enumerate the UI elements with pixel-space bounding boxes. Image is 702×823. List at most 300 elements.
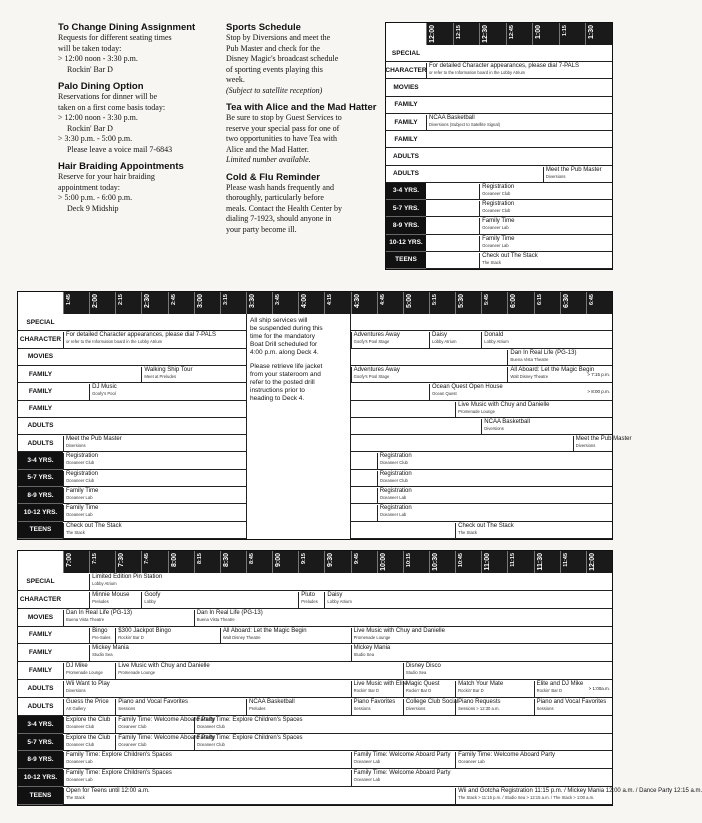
event-title: Explore the Club — [66, 716, 111, 723]
note-block — [226, 172, 381, 236]
time-tick — [481, 551, 507, 573]
time-label: 12:15 — [455, 25, 462, 40]
row-label: TEENS — [18, 522, 63, 539]
time-label: 7:30 — [118, 553, 126, 568]
note-title: Tea with Alice and the Mad Hatter — [226, 102, 377, 113]
time-tick — [194, 551, 220, 573]
event-title: Wii and Gotcha Registration 11:15 p.m. / Mickey Mania 12:00 a.m. / Dance Party 12:15 a.m. — [458, 788, 702, 795]
schedule-event — [63, 488, 220, 503]
event-title: Pluto — [301, 591, 315, 598]
schedule-event — [351, 681, 408, 697]
row-label: 3-4 YRS. — [386, 183, 426, 200]
event-title: Check out The Stack — [482, 252, 538, 259]
note-line: Stop by Diversions and meet the — [226, 33, 331, 42]
event-title: Magic Quest — [405, 681, 440, 688]
event-venue: Rockin' Bar D — [536, 688, 563, 694]
event-venue: Sessions — [353, 705, 371, 711]
schedule-event — [63, 505, 220, 520]
row-label: 5-7 YRS. — [18, 470, 63, 487]
schedule-event — [220, 628, 351, 644]
note-line: appointment today: — [58, 182, 120, 192]
event-venue: Lobby Atrium — [432, 339, 457, 345]
event-title: Bingo — [92, 627, 108, 634]
time-tick — [220, 292, 246, 314]
event-title: Check out The Stack — [458, 522, 514, 529]
time-label: 5:45 — [484, 294, 491, 306]
time-tick — [377, 551, 403, 573]
row-label: 10-12 YRS. — [18, 769, 63, 787]
event-title: Goofy — [144, 591, 161, 598]
time-label: 7:15 — [92, 553, 99, 565]
event-venue: Diversions — [545, 173, 566, 179]
row-label: 3-4 YRS. — [18, 716, 63, 734]
event-title: Registration — [379, 470, 412, 477]
event-title: Registration — [482, 183, 515, 190]
event-venue: Goofy's Pool — [92, 391, 116, 397]
time-tick — [585, 23, 612, 45]
boat-drill-notice — [246, 314, 351, 539]
schedule-event — [479, 218, 532, 233]
notice-line: 4:00 p.m. along Deck 4. — [250, 349, 319, 356]
notice-line: from your stateroom and — [250, 371, 321, 378]
time-label: 6:30 — [562, 294, 570, 309]
event-venue: Oceaneer Club — [66, 477, 95, 483]
schedule-event — [63, 699, 115, 715]
note-line: will be taken today: — [58, 43, 122, 53]
row-label: FAMILY — [386, 114, 426, 131]
note-line: Reservations for dinner will be — [58, 92, 158, 101]
schedule-event — [403, 663, 612, 679]
time-tick — [194, 292, 220, 314]
event-venue: Pre-Sales — [92, 634, 111, 640]
time-label: 4:45 — [379, 294, 386, 306]
time-label: 7:00 — [66, 553, 73, 568]
time-tick — [89, 292, 115, 314]
time-label: 9:45 — [353, 553, 360, 565]
event-venue: Buena Vista Theatre — [196, 616, 235, 622]
schedule-event — [377, 471, 455, 486]
schedule-event — [507, 350, 612, 365]
time-tick — [63, 292, 89, 314]
notice-line: All ship services will — [250, 317, 308, 324]
time-tick — [455, 551, 481, 573]
time-label: 10:00 — [379, 553, 387, 571]
schedule-event — [429, 332, 481, 347]
event-venue: Oceaneer Lab — [482, 242, 509, 248]
schedule-event — [63, 436, 246, 451]
event-title: Family Time: Welcome Aboard Party — [118, 716, 216, 723]
schedule-evening — [17, 550, 702, 806]
event-end-time: > 7:15 p.m. — [587, 371, 610, 377]
time-tick — [586, 551, 612, 573]
event-venue: Oceaneer Lab — [66, 777, 93, 783]
schedule-event — [246, 699, 351, 715]
schedule-event — [479, 201, 532, 216]
schedule-event — [455, 752, 612, 768]
note-body — [58, 172, 218, 214]
event-venue: Oceaneer Club — [379, 460, 408, 466]
row-label: 5-7 YRS. — [18, 734, 63, 752]
event-title: Daisy — [327, 591, 343, 598]
schedule-event — [115, 699, 246, 715]
schedule-event — [63, 453, 220, 468]
event-venue: Rockin' Bar D — [405, 688, 432, 694]
time-tick — [141, 551, 167, 573]
schedule-event — [455, 681, 533, 697]
time-label: 1:00 — [535, 25, 543, 40]
event-end-time: > 1:00a.m. — [588, 686, 610, 691]
time-tick — [89, 551, 115, 573]
event-title: Family Time: Welcome Aboard Party — [118, 734, 216, 741]
row-label: CHARACTER — [18, 331, 63, 348]
event-title: Adventures Away — [353, 332, 400, 339]
row-label: FAMILY — [18, 366, 63, 383]
event-venue: Studio Sea — [353, 652, 375, 658]
row-line — [426, 148, 612, 165]
time-tick — [220, 551, 246, 573]
time-tick — [115, 292, 141, 314]
row-label: ADULTS — [18, 435, 63, 452]
row-label: TEENS — [386, 252, 426, 269]
event-venue: or refer to the Information board in the Lobby Atrium — [429, 70, 526, 76]
schedule-event — [63, 332, 246, 347]
event-venue: Sessions — [118, 705, 136, 711]
time-label: 12:45 — [508, 25, 515, 40]
time-label: 4:15 — [327, 294, 334, 306]
schedule-event — [573, 436, 632, 451]
note-title: To Change Dining Assignment — [58, 22, 196, 33]
time-label: 8:45 — [249, 553, 255, 565]
schedule-event — [426, 63, 612, 78]
event-title: Piano Favorites — [353, 698, 396, 705]
row-label: ADULTS — [18, 698, 63, 716]
row-label: FAMILY — [386, 97, 426, 114]
time-header — [63, 292, 612, 314]
event-title: DJ Music — [92, 384, 117, 391]
event-venue: Rockin' Bar D — [458, 688, 484, 694]
time-tick — [481, 292, 507, 314]
row-label: 8-9 YRS. — [18, 751, 63, 769]
time-header — [63, 551, 612, 573]
note-italic: Limited number available. — [226, 155, 311, 164]
event-venue: Walt Disney Theatre — [222, 634, 261, 640]
event-venue: Rockin' Bar D — [353, 688, 380, 694]
event-title: Piano and Vocal Favorites — [536, 698, 607, 705]
schedule-noon — [385, 22, 613, 270]
notice-line: be suspended during this — [250, 325, 323, 332]
event-title: Open for Teens until 12:00 a.m. — [66, 788, 150, 795]
note-body — [226, 33, 381, 96]
row-label: 8-9 YRS. — [18, 487, 63, 504]
notes-column-left — [58, 22, 218, 220]
event-title: For detailed Character appearances, please dial 7-PALS — [66, 332, 216, 339]
time-tick — [426, 23, 453, 45]
event-venue: Diversions — [575, 443, 596, 449]
schedule-event — [479, 236, 532, 251]
event-title: Family Time: Welcome Aboard Party — [353, 752, 451, 759]
event-title: Dan In Real Life (PG-13) — [196, 609, 263, 616]
event-venue: Diversions — [66, 443, 86, 449]
schedule-event — [194, 610, 325, 626]
schedule-event — [115, 734, 216, 751]
schedule-event — [63, 523, 246, 538]
event-venue: Oceaneer Lab — [353, 777, 381, 783]
event-title: Registration — [379, 488, 412, 495]
event-title: DJ Mike — [66, 663, 88, 670]
row-label: FAMILY — [18, 662, 63, 680]
event-venue: Art Gallery — [66, 705, 86, 711]
time-label: 12:00 — [588, 553, 596, 571]
note-block — [58, 22, 218, 75]
schedule-event — [63, 788, 455, 804]
event-title: NCAA Basketball — [484, 418, 530, 425]
row-label: FAMILY — [18, 644, 63, 662]
schedule-event — [377, 505, 455, 520]
row-label: TEENS — [18, 787, 63, 805]
event-venue: Studio Sea — [405, 670, 427, 676]
time-label: 9:15 — [301, 553, 308, 565]
time-tick — [479, 23, 506, 45]
note-body — [226, 113, 381, 166]
event-venue: Oceaneer Club — [66, 460, 95, 466]
event-venue: Oceaneer Lab — [66, 512, 93, 518]
time-tick — [377, 292, 403, 314]
schedule-event — [63, 681, 351, 697]
event-title: Check out The Stack — [66, 522, 122, 529]
event-title: Family Time: Explore Children's Spaces — [66, 770, 172, 777]
time-tick — [324, 292, 350, 314]
schedule-event — [324, 592, 350, 608]
event-end-time: > 8:00 p.m. — [587, 388, 610, 394]
event-venue: Meet at Preludes — [144, 373, 177, 379]
schedule-event — [89, 645, 350, 661]
note-title: Cold & Flu Reminder — [226, 171, 320, 183]
event-title: Match Your Mate — [458, 681, 504, 688]
note-block — [58, 81, 218, 155]
row-line — [426, 45, 612, 62]
time-tick — [560, 292, 586, 314]
note-title: Sports Schedule — [226, 22, 301, 33]
event-title: Piano Requests — [458, 698, 501, 705]
row-label: 3-4 YRS. — [18, 452, 63, 469]
schedule-event — [481, 332, 533, 347]
time-label: 3:15 — [222, 294, 229, 306]
event-venue: Ocean Quest — [432, 391, 457, 397]
event-title: Family Time — [66, 488, 99, 495]
event-venue: Oceaneer Lab — [458, 759, 485, 765]
schedule-event — [534, 699, 612, 715]
row-line — [426, 97, 612, 114]
schedule-event — [543, 167, 612, 182]
row-label: MOVIES — [386, 79, 426, 96]
event-venue: The Stack — [482, 259, 501, 265]
event-title: Family Time: Explore Children's Spaces — [196, 734, 303, 741]
time-tick — [534, 292, 560, 314]
schedule-event — [89, 592, 141, 608]
row-label: ADULTS — [18, 680, 63, 698]
schedule-event — [455, 699, 533, 715]
time-header — [426, 23, 612, 45]
schedule-event — [298, 592, 324, 608]
event-venue: Promenade Lounge — [118, 670, 156, 676]
note-line: > 12:00 noon - 3:30 p.m. — [58, 113, 138, 122]
schedule-event — [351, 367, 508, 382]
event-title: Dan In Real Life (PG-13) — [66, 609, 133, 616]
schedule-event — [141, 367, 246, 382]
schedule-event — [377, 488, 455, 503]
event-venue: Promenade Lounge — [66, 670, 103, 676]
schedule-event — [479, 252, 538, 268]
time-tick — [298, 551, 324, 573]
schedule-event — [351, 699, 403, 715]
time-label: 12:00 — [429, 25, 436, 43]
time-tick — [534, 551, 560, 573]
event-venue: Preludes — [301, 598, 318, 604]
event-venue: The Stack > 11:15 p.m. / Studio Sea > 12:15 a.m. / The Stack > 1:00 a.m. — [458, 795, 595, 801]
time-tick — [403, 292, 429, 314]
note-line: > 5:00 p.m. - 6:00 p.m. — [58, 193, 133, 202]
note-line: Be sure to stop by Guest Services to — [226, 113, 342, 122]
time-label: 2:00 — [92, 294, 100, 309]
event-title: Registration — [66, 470, 99, 477]
time-tick — [298, 292, 324, 314]
event-title: Explore the Club — [66, 734, 111, 741]
event-title: All Aboard: Let the Magic Begin — [222, 627, 307, 634]
time-tick — [168, 292, 194, 314]
schedule-event — [426, 115, 612, 130]
note-line: Please leave a voice mail 7-6843 — [67, 144, 173, 154]
event-title: Donald — [484, 332, 504, 339]
time-tick — [586, 292, 612, 314]
event-title: Disney Disco — [405, 663, 441, 670]
event-venue: Walt Disney Theatre — [510, 373, 549, 379]
notice-line: instructions prior to — [250, 387, 305, 394]
event-venue: Lobby Atrium — [92, 581, 117, 586]
time-label: 6:00 — [510, 294, 518, 309]
schedule-event — [194, 717, 612, 733]
event-title: Family Time: Explore Children's Spaces — [66, 752, 172, 759]
note-line: reserve your special pass for one of — [226, 123, 340, 133]
note-line: two opportunities to have Tea with — [226, 134, 338, 143]
note-line: week. — [226, 75, 245, 84]
note-body — [58, 33, 218, 75]
event-title: Elite and DJ Mike — [536, 681, 584, 688]
time-label: 11:00 — [484, 553, 492, 571]
note-block — [226, 22, 381, 96]
schedule-event — [115, 628, 220, 644]
event-venue: Diversions — [405, 705, 426, 711]
schedule-event — [194, 735, 612, 751]
time-label: 10:30 — [432, 553, 439, 571]
event-title: Dan In Real Life (PG-13) — [510, 349, 577, 356]
event-venue: The Stack — [66, 529, 85, 535]
row-line — [426, 79, 612, 96]
event-venue: Lobby Atrium — [484, 339, 509, 345]
schedule-event — [63, 610, 194, 626]
schedule-event — [89, 384, 246, 399]
time-tick — [507, 292, 533, 314]
event-title: NCAA Basketball — [429, 114, 475, 121]
event-venue: Lobby — [144, 598, 156, 604]
time-tick — [246, 551, 272, 573]
event-title: Daisy — [432, 332, 448, 339]
row-label: FAMILY — [18, 627, 63, 645]
schedule-event — [351, 770, 456, 786]
event-title: Family Time — [66, 505, 99, 512]
note-block — [58, 161, 218, 214]
schedule-event — [63, 471, 220, 486]
time-tick — [429, 292, 455, 314]
time-tick — [455, 292, 481, 314]
event-title: Family Time: Welcome Aboard Party — [458, 752, 556, 759]
row-label: SPECIAL — [18, 314, 63, 331]
event-venue: Lobby Atrium — [327, 598, 352, 604]
notice-line: time for the mandatory — [250, 333, 316, 340]
event-title: Registration — [482, 201, 515, 208]
time-tick — [168, 551, 194, 573]
event-venue: Rockin' Bar D — [118, 634, 144, 640]
time-label: 3:45 — [275, 294, 282, 306]
event-title: College Club Social — [405, 698, 459, 705]
time-tick — [506, 23, 533, 45]
event-title: Family Time: Explore Children's Spaces — [196, 716, 303, 723]
time-tick — [453, 23, 480, 45]
event-venue: Diversions — [66, 688, 86, 694]
event-title: Family Time: Welcome Aboard Party — [353, 770, 451, 777]
notice-line: refer to the posted drill — [250, 379, 315, 386]
note-italic: (Subject to satellite reception) — [226, 85, 323, 95]
schedule-event — [351, 645, 612, 661]
time-label: 9:00 — [275, 553, 283, 568]
time-label: 10:15 — [405, 553, 412, 568]
note-title: Hair Braiding Appointments — [58, 161, 184, 172]
note-body — [226, 183, 381, 236]
time-tick — [272, 292, 298, 314]
event-title: Guess the Price — [66, 698, 109, 705]
note-line: taken on a first come basis today: — [58, 102, 166, 112]
event-venue: Goofy's Pool Stage — [353, 373, 390, 379]
event-venue: Oceaneer Lab — [482, 225, 509, 231]
event-venue: Oceaneer Club — [196, 741, 225, 747]
note-line: meals. Contact the Health Center by — [226, 203, 342, 213]
row-label: 5-7 YRS. — [386, 200, 426, 217]
event-title: All Aboard: Let the Magic Begin — [510, 366, 595, 373]
event-title: $300 Jackpot Bingo — [118, 627, 171, 634]
event-title: Wii Want to Play — [66, 681, 110, 688]
event-venue: Sessions > 12:30 a.m. — [458, 705, 500, 711]
event-venue: Promenade Lounge — [353, 634, 391, 640]
schedule-event — [479, 184, 532, 199]
row-label: MOVIES — [18, 349, 63, 366]
event-title: Live Music with Elite — [353, 681, 408, 688]
time-tick — [115, 551, 141, 573]
event-venue: Oceaneer Club — [482, 208, 511, 214]
note-line: Pub Master and check for the — [226, 43, 320, 53]
event-venue: The Stack — [66, 795, 85, 801]
time-label: 1:30 — [588, 25, 596, 40]
event-venue: Studio Sea — [92, 652, 113, 658]
schedule-event — [115, 716, 216, 733]
event-title: Registration — [379, 453, 412, 460]
row-label: 8-9 YRS. — [386, 217, 426, 234]
note-block — [226, 102, 381, 166]
schedule-event — [429, 384, 560, 399]
row-label: ADULTS — [386, 148, 426, 165]
row-label: ADULTS — [386, 166, 426, 183]
time-label: 2:45 — [170, 294, 177, 306]
event-title: Mickey Mania — [353, 645, 391, 652]
time-tick — [246, 292, 272, 314]
